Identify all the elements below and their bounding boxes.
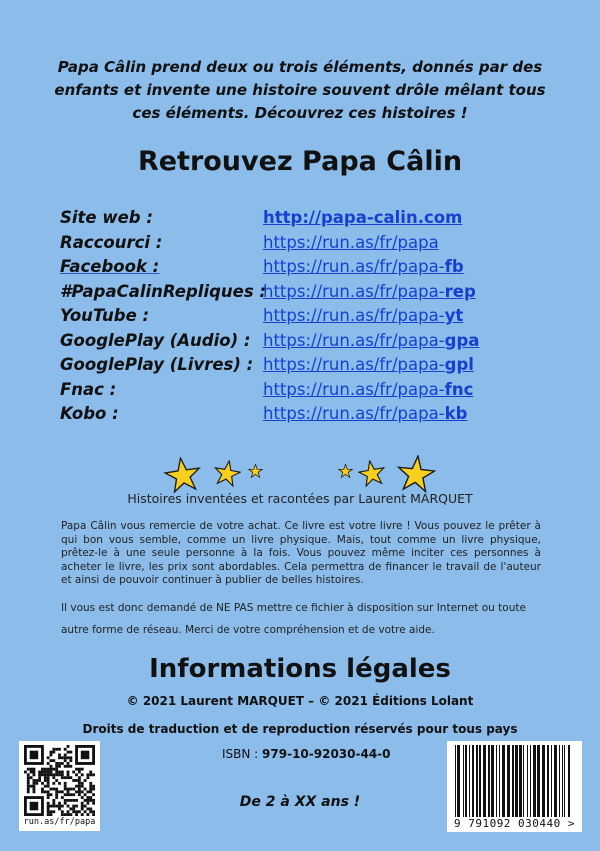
link-url-base: https://run.as/fr/papa-	[263, 257, 445, 276]
link-url-base: https://run.as/fr/papa-	[263, 330, 445, 350]
link-url-fnac[interactable]	[263, 380, 473, 399]
link-url-suffix: gpa	[444, 330, 480, 350]
link-url-base: https://run.as/fr/papa	[263, 232, 439, 252]
link-row-fnac	[60, 380, 540, 405]
qr-caption: run.as/fr/papa	[23, 817, 96, 827]
barcode-icon	[453, 745, 576, 817]
link-url-suffix: fb	[444, 257, 464, 276]
link-label: GooglePlay (Audio) :	[60, 330, 251, 350]
link-url-base: https://run.as/fr/papa-	[263, 355, 445, 374]
link-url-kobo[interactable]	[263, 404, 467, 423]
legal-title: Informations légales	[149, 654, 451, 684]
link-label: GooglePlay (Livres) :	[60, 355, 254, 374]
notice-text	[61, 520, 541, 650]
link-row-repliques	[60, 282, 540, 307]
link-row-kobo	[60, 404, 540, 429]
link-url-repliques[interactable]	[263, 282, 476, 301]
link-url-base: https://run.as/fr/papa-	[263, 404, 445, 423]
link-url-base: https://run.as/fr/papa-	[263, 281, 445, 301]
isbn-label: ISBN :	[222, 747, 263, 761]
notice-paragraph-1: Papa Câlin vous remercie de votre achat. Ce livre est votre livre ! Vous pouvez le prêter à qui bon vous semble, comme un livre physique. Mais, tout comme un livre physique, prêtez-le à une seule personne à la fois. Vous pouvez même inciter ces personnes à acheter le livre, les prix sont abordables. Cela permettra de financer le travail de l'auteur et ainsi de pouvoir continuer à publier de belles histoires.	[61, 520, 541, 586]
retrouvez-title: Retrouvez Papa Câlin	[137, 146, 463, 177]
star-icon	[396, 455, 436, 495]
link-url-facebook[interactable]	[263, 257, 464, 276]
link-url-suffix: fnc	[444, 379, 474, 399]
link-label: YouTube :	[60, 306, 150, 325]
link-url-suffix: kb	[444, 404, 468, 423]
links-list	[60, 208, 540, 429]
link-url-suffix: gpl	[444, 355, 474, 374]
link-url-site-web[interactable]	[263, 208, 462, 227]
isbn-value: 979-10-92030-44-0	[262, 747, 391, 761]
link-label: Fnac :	[60, 379, 117, 399]
link-row-site-web	[60, 208, 540, 233]
link-url-base: https://run.as/fr/papa-	[263, 379, 445, 399]
link-label: Kobo :	[60, 404, 119, 423]
link-row-youtube	[60, 306, 540, 331]
star-icon	[358, 460, 386, 488]
notice-paragraph-2: Il vous est donc demandé de NE PAS mettre ce fichier à disposition sur Internet ou toute autre forme de réseau. Merci de votre compréhension et de votre aide.	[61, 601, 526, 636]
barcode	[447, 741, 582, 832]
link-url-youtube[interactable]	[263, 306, 463, 325]
link-row-facebook	[60, 257, 540, 282]
link-row-googleplay-audio	[60, 331, 540, 356]
star-icon	[338, 464, 353, 479]
link-url-base: https://run.as/fr/papa-	[263, 306, 445, 325]
barcode-digits: 9 791092 030440 >	[453, 817, 576, 830]
link-url-suffix: yt	[444, 306, 464, 325]
age-range: De 2 à XX ans !	[239, 794, 361, 810]
rights-line: Droits de traduction et de reproduction réservés pour tous pays	[82, 722, 518, 736]
star-icon	[213, 460, 241, 488]
qr-code-icon	[24, 745, 95, 816]
link-label: Raccourci :	[60, 232, 163, 252]
copyright-line: © 2021 Laurent MARQUET – © 2021 Éditions Lolant	[126, 694, 474, 708]
link-url-googleplay-livres[interactable]	[263, 355, 474, 374]
star-icon	[248, 464, 263, 479]
link-url-raccourci[interactable]	[263, 233, 439, 252]
qr-code	[19, 741, 100, 831]
histoires-credit: Histoires inventées et racontées par Laurent MARQUET	[127, 491, 473, 506]
isbn-line	[222, 747, 391, 761]
link-row-raccourci	[60, 233, 540, 258]
star-icon	[163, 457, 203, 495]
link-url-googleplay-audio[interactable]	[263, 331, 479, 350]
link-label: #PapaCalinRepliques :	[60, 281, 267, 301]
link-url-base: http://papa-calin.com	[263, 208, 463, 227]
link-url-suffix: rep	[444, 281, 476, 301]
link-row-googleplay-livres	[60, 355, 540, 380]
intro-text: Papa Câlin prend deux ou trois éléments, donnés par des enfants et invente une histoire souvent drôle mêlant tous ces éléments. Découvrez ces histoires !	[54, 58, 546, 122]
link-label: Facebook :	[60, 257, 160, 276]
link-label: Site web :	[60, 208, 153, 227]
